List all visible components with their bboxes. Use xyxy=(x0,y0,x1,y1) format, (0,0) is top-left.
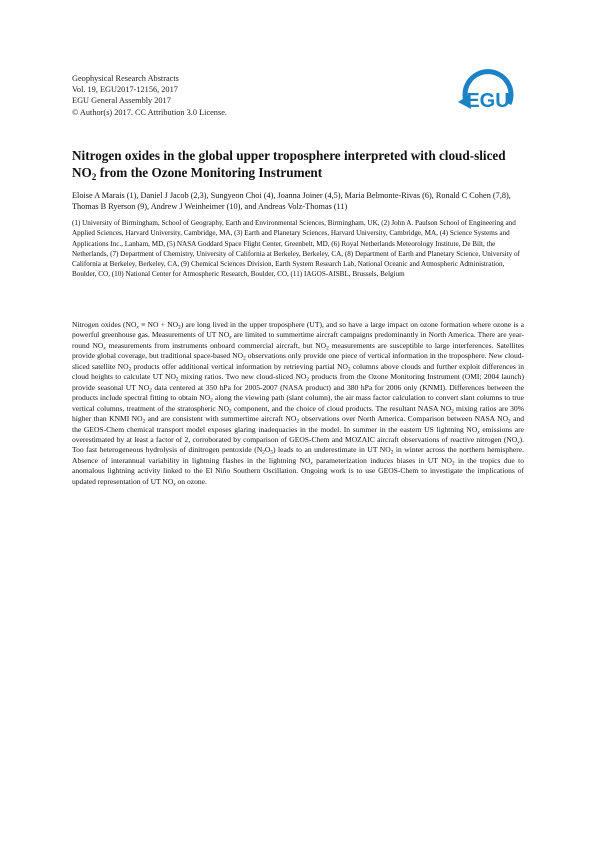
egu-logo-icon xyxy=(455,66,519,120)
abstract-body: Nitrogen oxides ($NO_x$ ≡ NO + $NO_2$) are long lived in the upper troposphere (UT), and so have a large impact on ozone formation where ozone is a powerful greenhouse gas. Measurements of UT $NO_x$ are limited to summertime aircraft campaigns predominantly in North America. There are year-round $NO_x$ measurements from instruments onboard commercial aircraft, but $NO_2$ measurements are susceptible to large interferences. Satellites provide global coverage, but traditional space-based $NO_2$ observations only provide one piece of vertical information in the troposphere. New cloud-sliced satellite $NO_2$ products offer additional vertical information by retrieving partial $NO_2$ columns above clouds and further exploit differences in cloud heights to calculate UT $NO_2$ mixing ratios. Two new cloud-sliced $NO_2$ products from the Ozone Monitoring Instrument (OMI; 2004 launch) provide seasonal UT $NO_2$ data centered at 350 hPa for 2005-2007 (NASA product) and 380 hPa for 2006 only (KNMI). Differences between the products include spectral fitting to obtain $NO_2$ along the viewing path (slant column), the air mass factor calculation to convert slant columns to true vertical columns, treatment of the stratospheric $NO_2$ component, and the choice of cloud products. The resultant NASA $NO_2$ mixing ratios are 30% higher than KNMI $NO_2$ and are consistent with summertime aircraft $NO_2$ observations over North America. Comparison between NASA $NO_2$ and the GEOS-Chem chemical transport model exposes glaring inadequacies in the model. In summer in the eastern US lightning $NO_x$ emissions are overestimated by at least a factor of 2, corroborated by comparison of GEOS-Chem and MOZAIC aircraft observations of reactive nitrogen $(NO_y)$. Too fast heterogeneous hydrolysis of dinitrogen pentoxide $(N_2O_5)$ leads to an underestimate in UT $NO_2$ in winter across the northern hemisphere. Absence of interannual variability in lightning flashes in the lightning $NO_x$ parameterization induces biases in UT $NO_2$ in the tropics due to anomalous lightning activity linked to the El Niño Southern Oscillation. Ongoing work is to use GEOS-Chem to investigate the implications of updated representation of UT $NO_x$ on ozone. xyxy=(72,320,525,488)
paper-title xyxy=(72,147,527,181)
volume-info: Vol. 19, EGU2017-12156, 2017 xyxy=(72,85,178,95)
license-notice: © Author(s) 2017. CC Attribution 3.0 License. xyxy=(72,107,227,117)
affiliation-list: (1) University of Birmingham, School of Geography, Earth and Environmental Sciences, Birmingham, UK, (2) John A. Paulson School of Engineering and Applied Sciences, Harvard University, Cambridge, MA, (3) Earth and Planetary Sciences, Harvard University, Cambridge, MA, (4) Science Systems and Applications Inc., Lanham, MD, (5) NASA Goddard Space Flight Center, Greenbelt, MD, (6) Royal Netherlands Meteorology Institute, De Bilt, the Netherlands, (7) Department of Chemistry, University of California at Berkeley, Berkeley, CA, (8) Department of Earth and Planetary Science, University of California at Berkeley, Berkeley, CA, (9) Chemical Sciences Division, Earth System Research Lab, National Oceanic and Atmospheric Administration, Boulder, CO, (10) National Center for Atmospheric Research, Boulder, CO, (11) IAGOS-AISBL, Brussels, Belgium xyxy=(72,219,520,279)
title-text-end: from the Ozone Monitoring Instrument xyxy=(96,165,323,180)
title-text: Nitrogen oxides in the global upper troposphere interpreted with cloud-sliced NO xyxy=(72,148,506,180)
journal-name: Geophysical Research Abstracts xyxy=(72,74,179,83)
logo-text: EGU xyxy=(466,90,510,112)
journal-header xyxy=(72,73,227,118)
assembly-name: EGU General Assembly 2017 xyxy=(72,96,171,106)
author-list: Eloise A Marais (1), Daniel J Jacob (2,3), Sungyeon Choi (4), Joanna Joiner (4,5), Maria Belmonte-Rivas (6), Ronald C Cohen (7,8), Thomas B Ryerson (9), Andrew J Weinheimer (10), and Andreas Volz-Thomas (11) xyxy=(72,191,511,212)
title-subscript: 2 xyxy=(91,171,97,182)
